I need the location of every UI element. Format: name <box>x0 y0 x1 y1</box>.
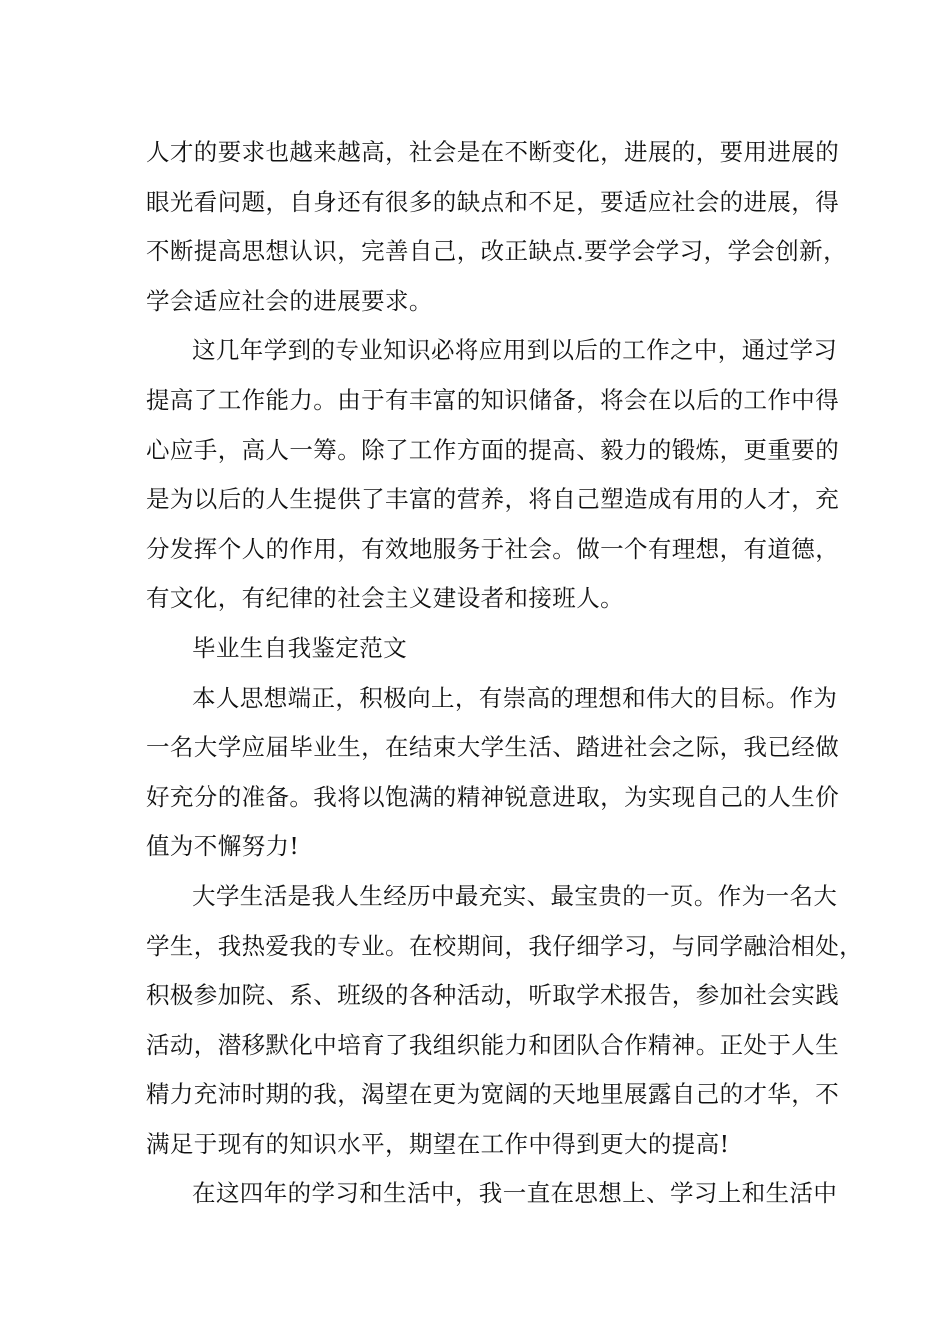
text-line: 一名大学应届毕业生，在结束大学生活、踏进社会之际，我已经做 <box>146 733 840 762</box>
text-line: 是为以后的人生提供了丰富的营养，将自己塑造成有用的人才，充 <box>146 485 840 514</box>
text-line: 精力充沛时期的我，渴望在更为宽阔的天地里展露自己的才华，不 <box>146 1080 840 1109</box>
text-line: 满足于现有的知识水平，期望在工作中得到更大的提高! <box>146 1129 730 1158</box>
text-line: 人才的要求也越来越高，社会是在不断变化，进展的，要用进展的 <box>146 138 840 166</box>
text-line: 提高了工作能力。由于有丰富的知识储备，将会在以后的工作中得 <box>146 385 840 414</box>
paragraph-first-line: 在这四年的学习和生活中，我一直在思想上、学习上和生活中 <box>192 1179 838 1208</box>
text-line: 分发挥个人的作用，有效地服务于社会。做一个有理想，有道德， <box>146 534 840 563</box>
text-line: 有文化，有纪律的社会主义建设者和接班人。 <box>146 584 624 613</box>
paragraph-first-line: 大学生活是我人生经历中最充实、最宝贵的一页。作为一名大 <box>192 881 838 910</box>
document-body <box>146 128 863 1219</box>
paragraph-first-line: 这几年学到的专业知识必将应用到以后的工作之中，通过学习 <box>192 336 838 365</box>
text-line: 积极参加院、系、班级的各种活动，听取学术报告，参加社会实践 <box>146 981 840 1010</box>
section-heading: 毕业生自我鉴定范文 <box>192 633 408 662</box>
text-line: 心应手，高人一筹。除了工作方面的提高、毅力的锻炼，更重要的 <box>146 435 840 464</box>
text-line: 学会适应社会的进展要求。 <box>146 286 433 315</box>
text-line: 好充分的准备。我将以饱满的精神锐意进取，为实现自己的人生价 <box>146 782 840 811</box>
text-line: 学生，我热爱我的专业。在校期间，我仔细学习，与同学融洽相处， <box>146 931 863 960</box>
text-line: 值为不懈努力! <box>146 832 300 861</box>
text-line: 不断提高思想认识，完善自己，改正缺点.要学会学习，学会创新， <box>146 237 847 266</box>
text-line: 眼光看问题，自身还有很多的缺点和不足，要适应社会的进展，得 <box>146 187 840 216</box>
text-line: 活动，潜移默化中培育了我组织能力和团队合作精神。正处于人生 <box>146 1030 840 1059</box>
paragraph-first-line: 本人思想端正，积极向上，有崇高的理想和伟大的目标。作为 <box>192 683 838 712</box>
